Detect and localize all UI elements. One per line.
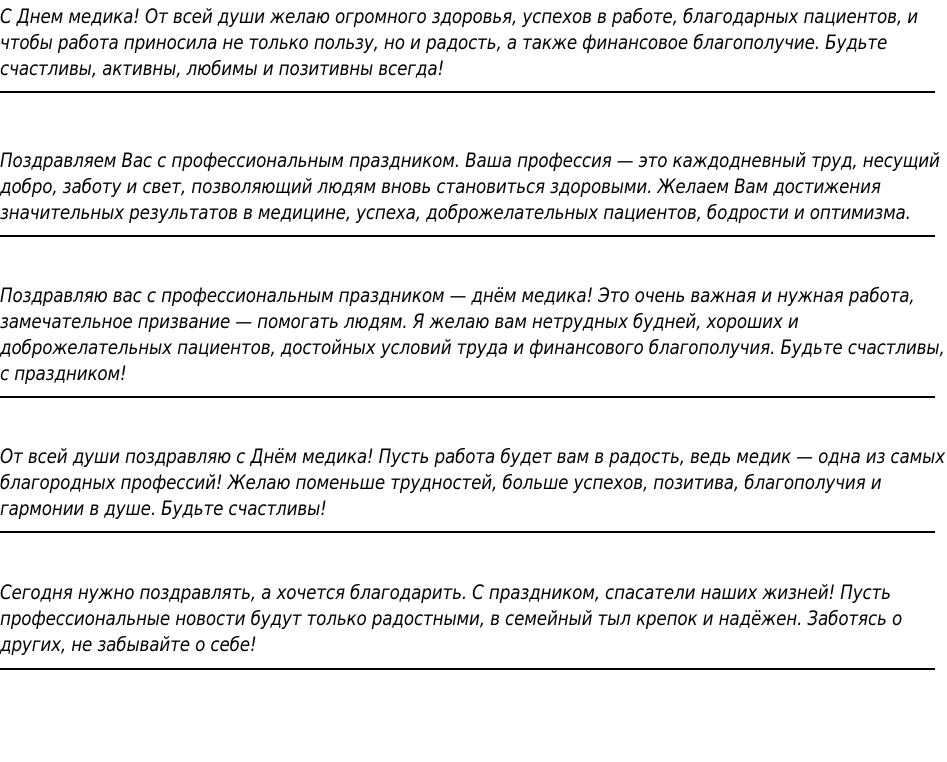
block-divider [0, 668, 935, 670]
greeting-text: С Днем медика! От всей души желаю огромного здоровья, успехов в работе, благодарных пациентов, и чтобы работа приносила не только пользу, но и радость, а также финансовое благополучие. Будьте счастливы, активны, любимы и позитивны всегда! [0, 5, 918, 80]
greeting-block [0, 398, 947, 533]
greeting-text: От всей души поздравляю с Днём медика! Пусть работа будет вам в радость, ведь медик — одна из самых благородных профессий! Желаю поменьше трудностей, больше успехов, позитива, благополучия и гармонии в душе. Будьте счастливы! [0, 445, 945, 520]
greeting-text: Сегодня нужно поздравлять, а хочется благодарить. С праздником, спасатели наших жизней! Пусть профессиональные новости будут только радостными, в семейный тыл крепок и надёжен. Заботясь о других, не забывайте о себе! [0, 581, 903, 656]
greeting-block [0, 0, 947, 93]
greeting-block [0, 533, 947, 670]
greeting-block [0, 93, 947, 237]
greeting-block [0, 237, 947, 398]
greeting-text: Поздравляем Вас с профессиональным праздником. Ваша профессия — это каждодневный труд, несущий добро, заботу и свет, позволяющий людям вновь становиться здоровыми. Желаем Вам достижения значительных результатов в медицине, успеха, доброжелательных пациентов, бодрости и оптимизма. [0, 149, 940, 224]
greeting-text: Поздравляю вас с профессиональным праздником — днём медика! Это очень важная и нужная работа, замечательное призвание — помогать людям. Я желаю вам нетрудных будней, хороших и доброжелательных пациентов, достойных условий труда и финансового благополучия. Будьте счастливы, с праздником! [0, 284, 945, 385]
